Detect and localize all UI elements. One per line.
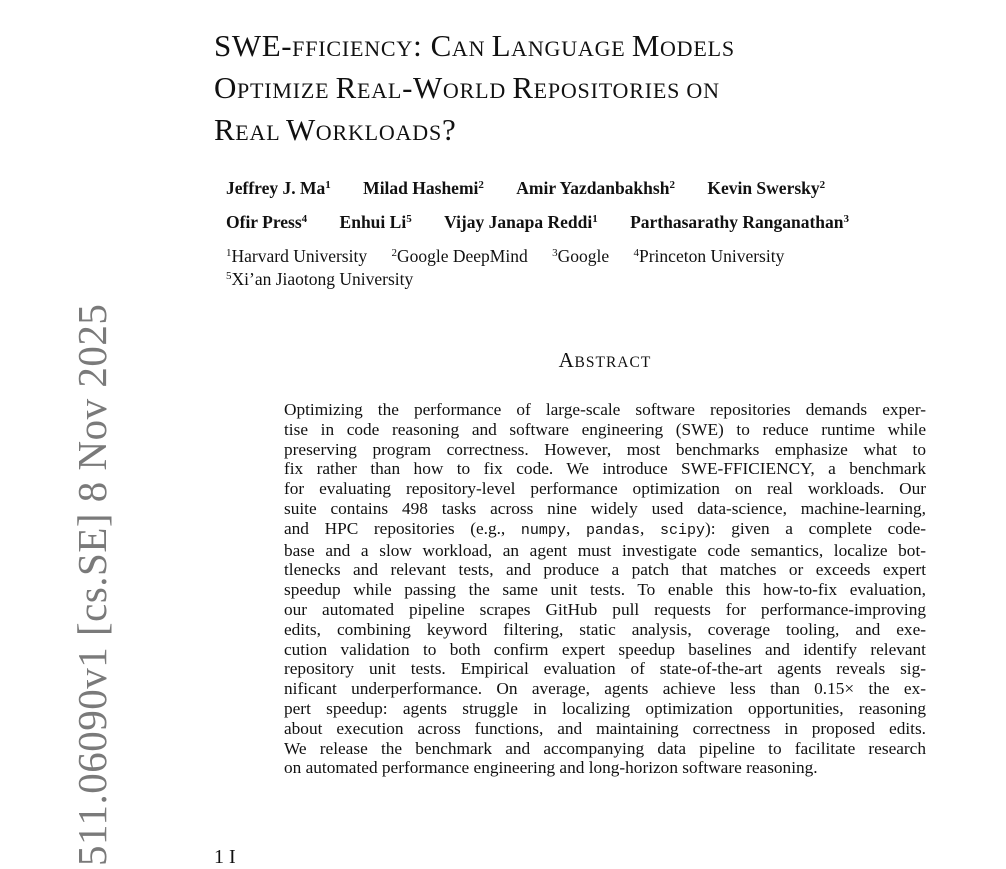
abstract-line: nificant underperformance. On average, agents achieve less than 0.15× the ex- [284, 679, 926, 699]
affiliation: $^2$Google DeepMind [391, 246, 528, 266]
abstract-line: base and a slow workload, an agent must investigate code semantics, localize bot- [284, 540, 926, 560]
abstract-line: edits, combining keyword filtering, static analysis, coverage tooling, and exe- [284, 619, 926, 639]
affiliation: $^3$Google [552, 246, 610, 266]
abstract-line: tise in code reasoning and software engineering (SWE) to reduce runtime while [284, 419, 926, 439]
affiliation: $^5$Xi’an Jiaotong University [226, 269, 414, 289]
abstract-line: about execution across functions, and maintaining correctness in proposed edits. [284, 718, 926, 738]
code-token: scipy [659, 521, 705, 539]
arxiv-identifier-sidebar: 511.06090v1 [cs.SE] 8 Nov 2025 [69, 303, 115, 866]
abstract-line: our automated pipeline scrapes GitHub pull requests for performance-improving [284, 599, 926, 619]
paper-title [214, 26, 974, 152]
abstract-line: fix rather than how to fix code. We introduce SWE-FFICIENCY, a benchmark [284, 459, 926, 479]
author: Parthasarathy Ranganathan$^3$ [630, 212, 850, 232]
affiliations-row-2 [226, 269, 433, 290]
title-line-3: REAL WORKLOADS? [214, 112, 457, 147]
abstract-line: and HPC repositories (e.g., numpy, pandas, scipy): given a complete code- [284, 518, 926, 539]
author: Amir Yazdanbakhsh$^2$ [516, 178, 675, 198]
abstract-line: pert speedup: agents struggle in localizing optimization opportunities, reasoning [284, 698, 926, 718]
author: Ofir Press$^4$ [226, 212, 308, 232]
abstract-line: preserving program correctness. However, most benchmarks emphasize what to [284, 439, 926, 459]
abstract-line: cution validation to both confirm expert speedup baselines and identify relevant [284, 639, 926, 659]
title-line-1: SWE-FFICIENCY: CAN LANGUAGE MODELS [214, 28, 735, 63]
author: Vijay Janapa Reddi$^1$ [444, 212, 598, 232]
author-list-row-1 [226, 178, 986, 199]
affiliations-row-1 [226, 246, 804, 267]
abstract-line: We release the benchmark and accompanying data pipeline to facilitate research [284, 738, 926, 758]
code-token: numpy [520, 521, 566, 539]
abstract-line: suite contains 498 tasks across nine widely used data-science, machine-learning, [284, 498, 926, 518]
affiliation: $^1$Harvard University [226, 246, 368, 266]
code-token: pandas [585, 521, 640, 539]
abstract-line: tlenecks and relevant tests, and produce a patch that matches or exceeds expert [284, 560, 926, 580]
abstract-line: speedup while passing the same unit tests. To enable this how-to-fix evaluation, [284, 580, 926, 600]
abstract-body [284, 400, 926, 778]
abstract-line: repository unit tests. Empirical evaluation of state-of-the-art agents reveals sig- [284, 659, 926, 679]
section-heading-fragment: 1 I [214, 846, 236, 868]
abstract-line: for evaluating repository-level performance optimization on real workloads. Our [284, 479, 926, 499]
author: Enhui Li$^5$ [339, 212, 412, 232]
abstract-line: Optimizing the performance of large-scale software repositories demands exper- [284, 400, 926, 419]
title-line-2: OPTIMIZE REAL-WORLD REPOSITORIES ON [214, 70, 720, 105]
affiliation: $^4$Princeton University [633, 246, 785, 266]
author-list-row-2 [226, 212, 986, 233]
abstract-line: on automated performance engineering and long-horizon software reasoning. [284, 758, 818, 778]
abstract-heading: ABSTRACT [558, 348, 652, 372]
author: Jeffrey J. Ma$^1$ [226, 178, 331, 198]
author: Milad Hashemi$^2$ [363, 178, 484, 198]
author: Kevin Swersky$^2$ [707, 178, 826, 198]
